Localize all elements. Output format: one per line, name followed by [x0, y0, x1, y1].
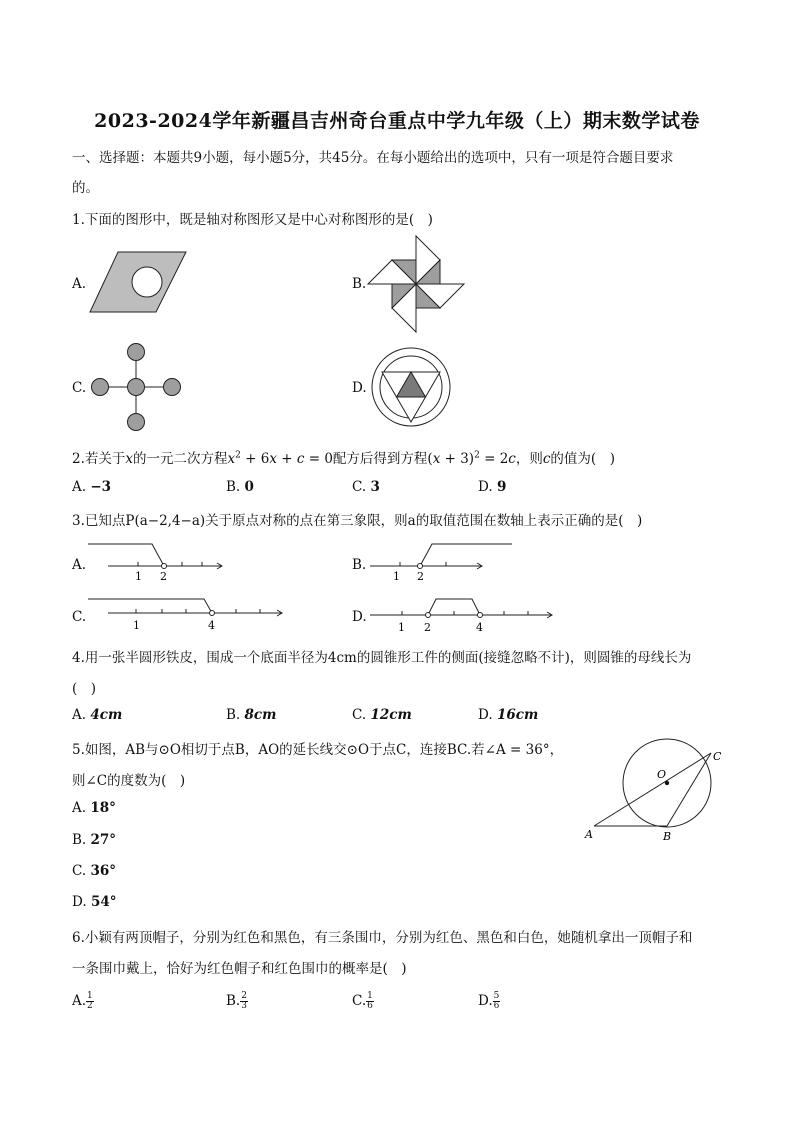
- q3-label-a: A.: [72, 557, 87, 573]
- page-title: 2023-2024学年新疆昌吉州奇台重点中学九年级（上）期末数学试卷: [94, 110, 700, 132]
- q3-label-b: B.: [352, 557, 367, 573]
- q3-c-tick-4: 4: [208, 619, 215, 632]
- q5-figure-circle: [580, 740, 730, 848]
- q1-figure-a: [88, 250, 188, 314]
- q4-option-d: D. 16cm: [478, 707, 539, 723]
- q6-stem-line1: 6.小颖有两顶帽子，分别为红色和黑色，有三条围巾，分别为红色、黑色和白色，她随机拿出一顶帽子和: [72, 930, 693, 946]
- q3-a-tick-1: 1: [135, 570, 142, 583]
- q3-stem: 3.已知点P(a−2,4−a)关于原点对称的点在第三象限，则a的取值范围在数轴上表示正确的是( ): [72, 513, 643, 529]
- q3-d-tick-2: 2: [424, 621, 431, 634]
- q4-option-b: B. 8cm: [226, 707, 277, 723]
- q1-figure-b: [368, 236, 468, 334]
- q5-label-a: A: [585, 828, 593, 841]
- q6-option-d: D. $\frac{5}{6}$: [478, 991, 500, 1011]
- q1-label-a: A.: [72, 276, 87, 292]
- q6-option-c: C. $\frac{1}{6}$: [352, 991, 373, 1011]
- q1-figure-d: [370, 346, 452, 428]
- q5-label-b: B: [663, 830, 672, 843]
- q3-d-tick-4: 4: [476, 621, 483, 634]
- q5-option-b: B. 27°: [72, 832, 117, 848]
- q3-numberline-b: [366, 540, 516, 582]
- q1-label-d: D.: [352, 380, 367, 396]
- q3-c-tick-1: 1: [133, 619, 140, 632]
- q6-option-a: A. $\frac{1}{2}$: [72, 991, 93, 1011]
- q1-label-c: C.: [72, 380, 87, 396]
- q3-numberline-d: [366, 593, 561, 635]
- q5-label-o: O: [657, 768, 667, 781]
- q3-d-tick-1: 1: [398, 621, 405, 634]
- q6-option-b: B. $\frac{2}{3}$: [226, 991, 247, 1011]
- q5-option-d: D. 54°: [72, 894, 117, 910]
- q5-stem-line2: 则∠C的度数为( ): [72, 773, 186, 789]
- q3-numberline-a: [86, 540, 236, 582]
- q2-stem: 2.若关于x的一元二次方程$x^2 + 6x + c = 0$配方后得到方程$(x + 3)^2 = 2c$，则c的值为( ): [72, 450, 615, 467]
- q3-label-c: C.: [72, 609, 87, 625]
- q4-option-a: A. 4cm: [72, 707, 123, 723]
- q4-stem-line1: 4.用一张半圆形铁皮，围成一个底面半径为4cm的圆锥形工件的侧面(接缝忽略不计)，则圆锥的母线长为: [72, 650, 692, 666]
- q2-option-a: A. −3: [72, 479, 112, 495]
- q3-b-tick-1: 1: [393, 570, 400, 583]
- q3-b-tick-2: 2: [417, 570, 424, 583]
- q1-figure-c: [90, 342, 186, 438]
- q1-stem: 1.下面的图形中，既是轴对称图形又是中心对称图形的是( ): [72, 212, 433, 228]
- q3-label-d: D.: [352, 609, 367, 625]
- q2-option-d: D. 9: [478, 479, 507, 495]
- q4-stem-line2: ( ): [72, 681, 97, 697]
- q5-option-c: C. 36°: [72, 863, 116, 879]
- section-heading-line2: 的。: [72, 180, 99, 196]
- q1-label-b: B.: [352, 276, 367, 292]
- q5-label-c: C: [713, 750, 722, 763]
- q2-option-b: B. 0: [226, 479, 254, 495]
- q3-numberline-c: [86, 593, 296, 635]
- section-heading-line1: 一、选择题：本题共9小题，每小题5分，共45分。在每小题给出的选项中，只有一项是符合题目要求: [72, 150, 674, 166]
- q4-option-c: C. 12cm: [352, 707, 412, 723]
- q6-stem-line2: 一条围巾戴上，恰好为红色帽子和红色围巾的概率是( ): [72, 961, 407, 977]
- q2-option-c: C. 3: [352, 479, 380, 495]
- q3-a-tick-2: 2: [160, 570, 167, 583]
- q5-option-a: A. 18°: [72, 800, 116, 816]
- q5-stem-line1: 5.如图，AB与⊙O相切于点B，AO的延长线交⊙O于点C，连接BC.若∠A = 36°，: [72, 742, 564, 758]
